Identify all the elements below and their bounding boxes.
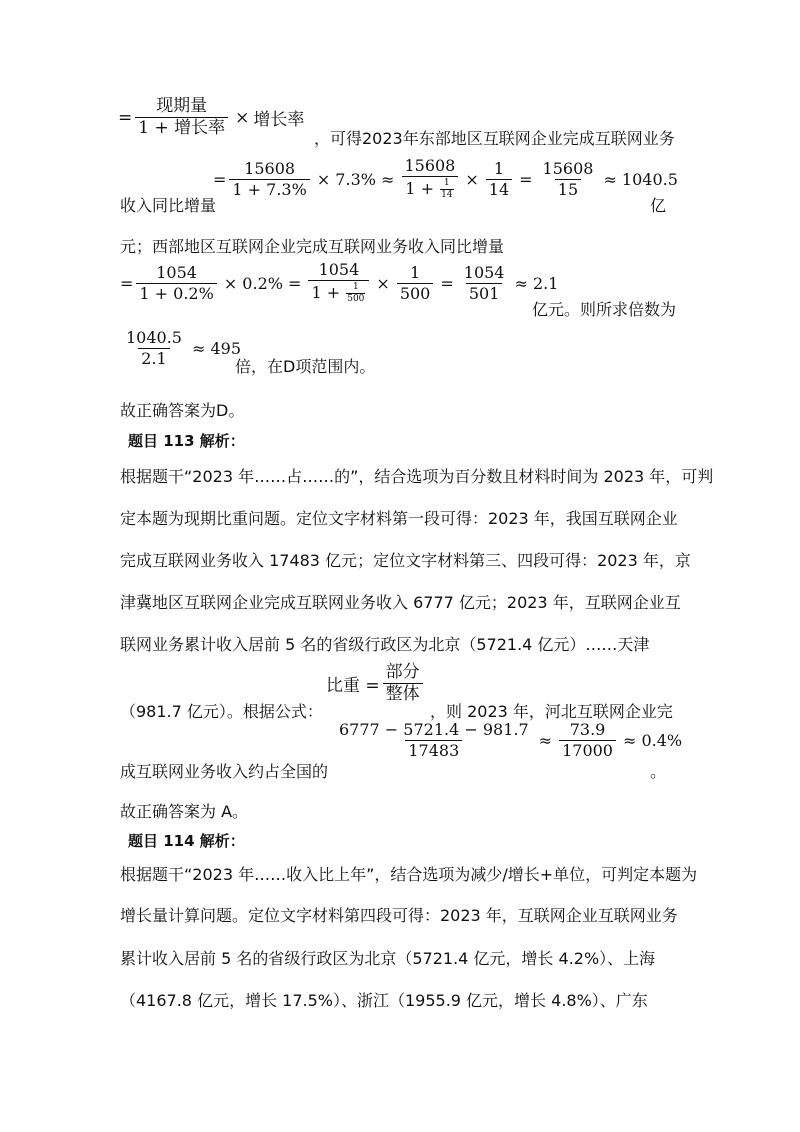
- text-line: 倍，在D项范围内。: [235, 357, 376, 376]
- text-line: 收入同比增量: [120, 196, 217, 215]
- paragraph-line: 定本题为现期比重问题。定位文字材料第一段可得：2023 年，我国互联网企业: [120, 509, 678, 528]
- fraction: [135, 98, 228, 137]
- fraction: 1054 1 + $\frac{1}{500}$: [308, 262, 369, 304]
- fraction: $\frac{15608}{15}$: [542, 158, 594, 199]
- text-line: ，可得2023年东部地区互联网企业完成互联网业务: [314, 129, 675, 148]
- fraction: $\frac{1}{500}$: [397, 265, 434, 302]
- times-sign: ×: [235, 107, 250, 128]
- small-fraction: $\frac{1}{500}$: [347, 282, 365, 304]
- text-line: 元；西部地区互联网企业完成互联网业务收入同比增量: [120, 237, 505, 256]
- paragraph-line: （4167.8 亿元，增长 17.5%）、浙江（1955.9 亿元，增长 4.8%）、广东: [120, 991, 648, 1010]
- fraction: $\frac{15608}{1 + 7.3\%}$: [229, 161, 309, 198]
- fraction: $\frac{\text{部分}}{\text{整体}}$: [383, 664, 423, 703]
- paragraph-line: 根据题干“2023 年……占……的”，结合选项为百分数且材料时间为 2023 年，可判: [120, 467, 714, 486]
- paragraph-line: 根据题干“2023 年……收入比上年”，结合选项为减少/增长+单位，可判定本题为: [120, 865, 698, 884]
- text-line: ，则 2023 年，河北互联网企业完: [430, 702, 673, 721]
- fraction: $\frac{73.9}{17000}$: [559, 722, 616, 759]
- fraction: $\frac{1054}{1 + 0.2\%}$: [136, 265, 216, 302]
- text-line: 。: [650, 762, 667, 781]
- formula-west-increment: = $\frac{1054}{1 + 0.2\%}$ × 0.2% = 1054 1 + $\frac{1}{500}$ × $\frac{1}{500}$ = $\frac{1054}{501}$ ≈ 2.1: [120, 260, 559, 304]
- fraction: $\frac{1040.5}{2.1}$: [126, 328, 182, 368]
- equals-sign: =: [120, 273, 134, 293]
- numerator: 现期量: [156, 96, 208, 116]
- small-fraction: $\frac{1}{14}$: [441, 178, 453, 200]
- fraction: $\frac{1}{14}$: [486, 161, 512, 198]
- formula-term: 增长率: [253, 110, 305, 130]
- answer-line: 故正确答案为D。: [120, 401, 245, 420]
- text-line: 成互联网业务收入约占全国的: [120, 762, 329, 781]
- text-line: 亿: [650, 196, 667, 215]
- paragraph-line: 津冀地区互联网企业完成互联网业务收入 6777 亿元；2023 年，互联网企业互: [120, 593, 681, 612]
- section-heading: 题目 114 解析：: [128, 832, 245, 850]
- answer-line: 故正确答案为 A。: [120, 802, 249, 821]
- text-line: （981.7 亿元）。根据公式：: [120, 702, 323, 721]
- paragraph-line: 完成互联网业务收入 17483 亿元；定位文字材料第三、四段可得：2023 年，京: [120, 551, 691, 570]
- section-heading: 题目 113 解析：: [128, 432, 245, 450]
- formula-growth-definition: [118, 98, 304, 137]
- fraction: 15608 1 + $\frac{1}{14}$: [401, 158, 458, 200]
- formula-east-increment: = $\frac{15608}{1 + 7.3\%}$ × 7.3% ≈ 15608 1 + $\frac{1}{14}$ × $\frac{1}{14}$ = $\frac{15608}{15}$ ≈ 1040.5: [213, 156, 678, 200]
- equals-sign: =: [213, 169, 227, 189]
- fraction: $\frac{1054}{501}$: [463, 262, 505, 303]
- denominator: 1 + 增长率: [135, 117, 228, 137]
- paragraph-line: 增长量计算问题。定位文字材料第四段可得：2023 年，互联网企业互联网业务: [120, 906, 678, 925]
- paragraph-line: 累计收入居前 5 名的省级行政区为北京（5721.4 亿元，增长 4.2%）、上海: [120, 949, 656, 968]
- equals-sign: =: [118, 107, 133, 128]
- text-line: 亿元。则所求倍数为: [532, 300, 677, 319]
- formula-proportion: 比重 = $\frac{\text{部分}}{\text{整体}}$: [326, 664, 426, 703]
- formula-ratio: $\frac{1040.5}{2.1}$ ≈ 495: [120, 330, 245, 367]
- fraction: $\frac{6777 - 5721.4 - 981.7}{17483}$: [339, 720, 529, 760]
- formula-hebei-share: $\frac{6777 - 5721.4 - 981.7}{17483}$ ≈ $\frac{73.9}{17000}$ ≈ 0.4%: [333, 722, 686, 759]
- paragraph-line: 联网业务累计收入居前 5 名的省级行政区为北京（5721.4 亿元）……天津: [120, 635, 650, 654]
